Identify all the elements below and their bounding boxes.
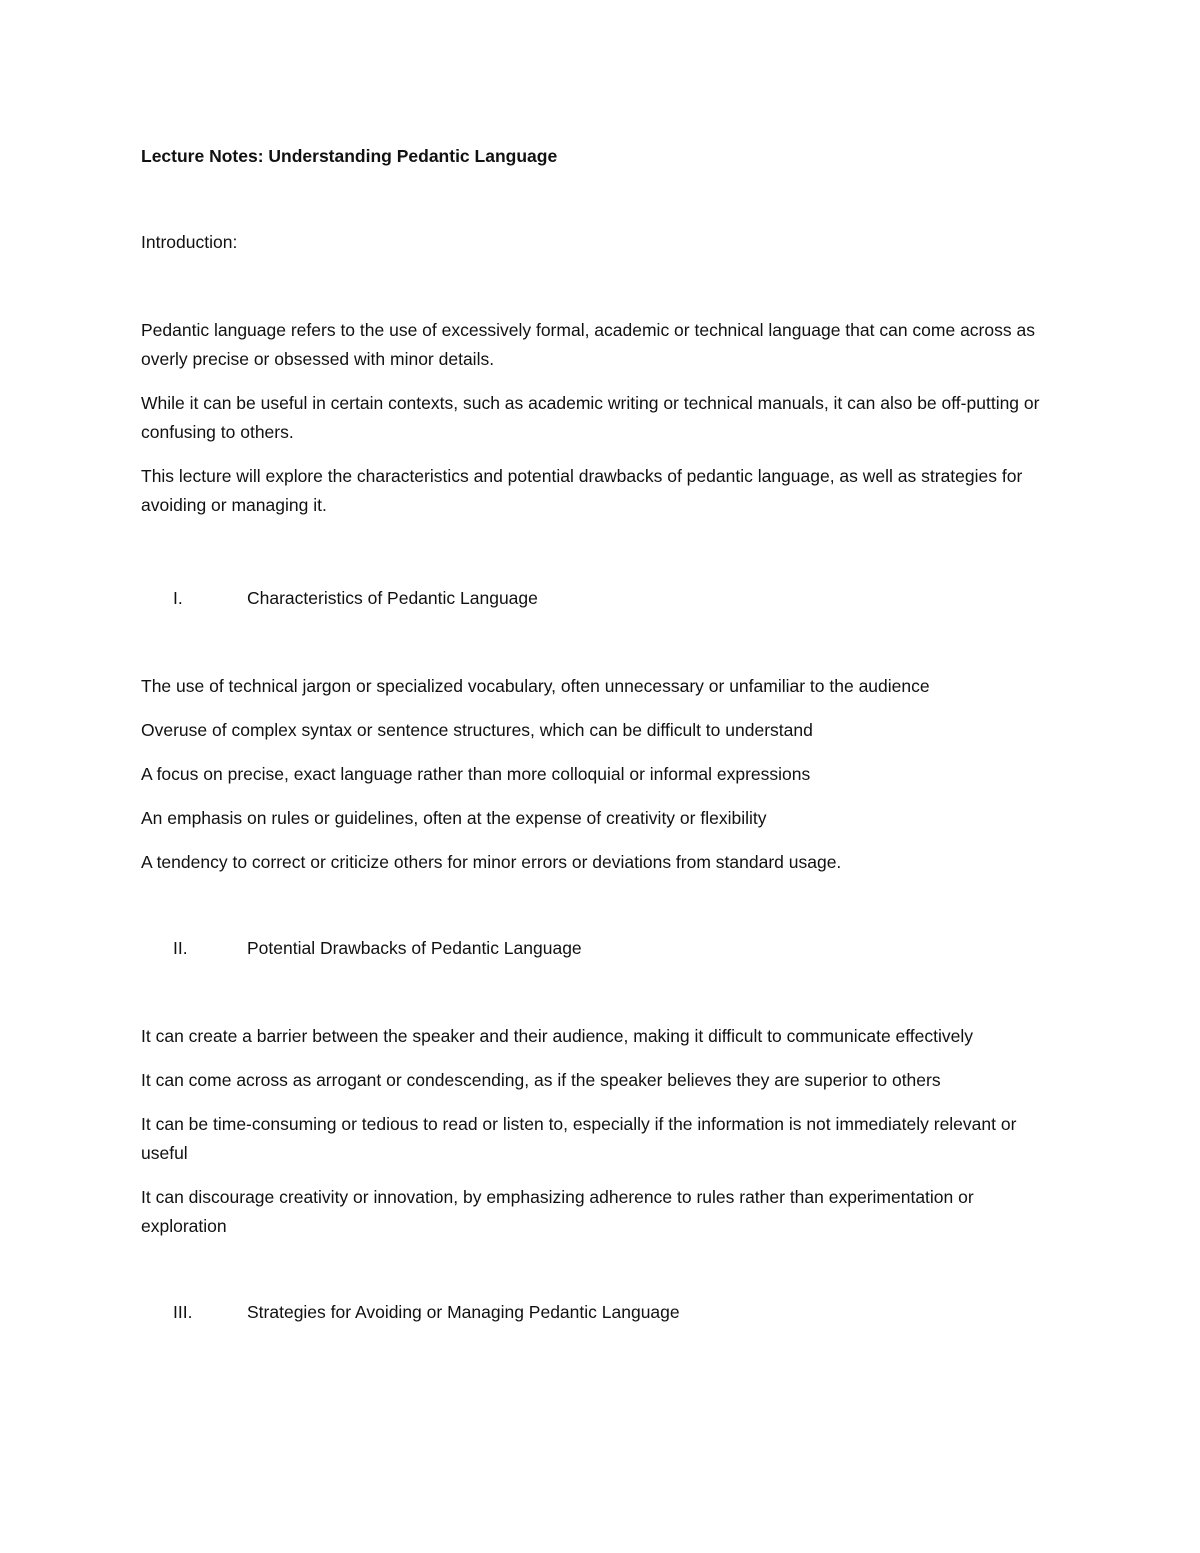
list-item: A focus on precise, exact language rather than more colloquial or informal expressions — [141, 764, 811, 784]
section-title: Characteristics of Pedantic Language — [247, 588, 538, 608]
list-item: The use of technical jargon or specialized vocabulary, often unnecessary or unfamiliar to the audience — [141, 676, 930, 696]
section-heading-drawbacks — [141, 934, 1061, 963]
section-title: Potential Drawbacks of Pedantic Language — [247, 938, 582, 958]
list-item: An emphasis on rules or guidelines, often at the expense of creativity or flexibility — [141, 808, 767, 828]
intro-paragraph: Pedantic language refers to the use of excessively formal, academic or technical language that can come across as overly precise or obsessed with minor details. — [141, 320, 1035, 369]
list-item: A tendency to correct or criticize others for minor errors or deviations from standard usage. — [141, 852, 842, 872]
section-heading-characteristics — [141, 584, 1061, 613]
list-item: Overuse of complex syntax or sentence structures, which can be difficult to understand — [141, 720, 813, 740]
document-body — [141, 142, 1061, 1327]
list-item: It can create a barrier between the speaker and their audience, making it difficult to communicate effectively — [141, 1026, 974, 1046]
section-numeral: I. — [173, 588, 183, 608]
intro-paragraph: This lecture will explore the characteristics and potential drawbacks of pedantic language, as well as strategies for avoiding or managing it. — [141, 466, 1023, 515]
document-title: Lecture Notes: Understanding Pedantic Language — [141, 146, 558, 166]
section-numeral: II. — [173, 938, 188, 958]
list-item: It can come across as arrogant or condescending, as if the speaker believes they are superior to others — [141, 1070, 941, 1090]
drawbacks-list — [141, 1022, 1061, 1241]
section-heading-strategies — [141, 1298, 1061, 1327]
section-numeral: III. — [173, 1302, 193, 1322]
intro-paragraph: While it can be useful in certain contexts, such as academic writing or technical manuals, it can also be off-putting or confusing to others. — [141, 393, 1040, 442]
introduction-label: Introduction: — [141, 232, 238, 252]
characteristics-list — [141, 672, 1061, 877]
section-title: Strategies for Avoiding or Managing Pedantic Language — [247, 1302, 680, 1322]
list-item: It can discourage creativity or innovation, by emphasizing adherence to rules rather than experimentation or exploration — [141, 1187, 974, 1236]
list-item: It can be time-consuming or tedious to read or listen to, especially if the information is not immediately relevant or useful — [141, 1114, 1017, 1163]
